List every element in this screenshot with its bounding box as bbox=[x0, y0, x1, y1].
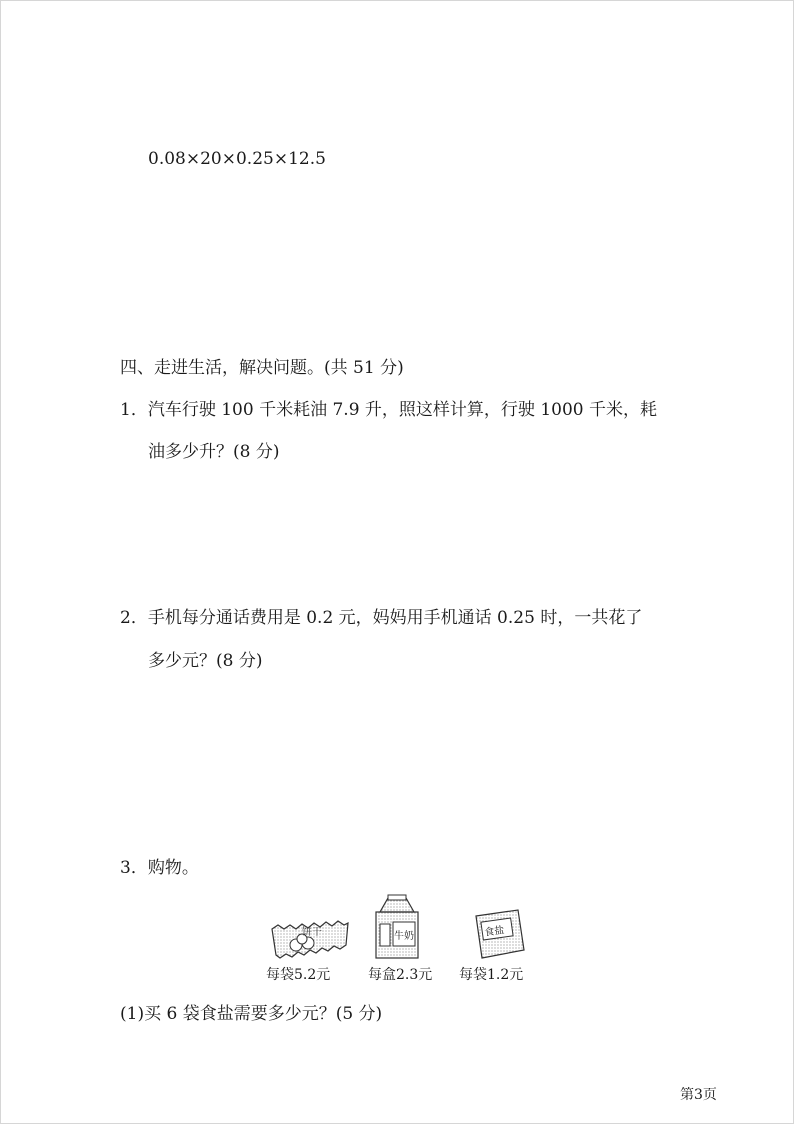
question-3-title: 3．购物。 bbox=[120, 858, 199, 878]
biscuit-price-label: 每袋5.2元 bbox=[266, 967, 331, 983]
milk-package-label: 牛奶 bbox=[394, 931, 414, 942]
page-number: 第3页 bbox=[680, 1087, 717, 1103]
salt-price-label: 每袋1.2元 bbox=[459, 967, 524, 983]
biscuit-package-label: 饼干 bbox=[302, 927, 322, 938]
milk-carton-icon bbox=[372, 894, 422, 960]
question-1-line-2: 油多少升？(8 分) bbox=[148, 442, 280, 462]
question-1-line-1: 1．汽车行驶 100 千米耗油 7.9 升，照这样计算，行驶 1000 千米，耗 bbox=[120, 400, 657, 420]
question-3-sub-1: (1)买 6 袋食盐需要多少元？(5 分) bbox=[120, 1004, 383, 1024]
question-2-line-1: 2．手机每分通话费用是 0.2 元，妈妈用手机通话 0.25 时，一共花了 bbox=[120, 608, 643, 628]
biscuit-pack-icon bbox=[268, 915, 352, 961]
section-title: 四、走进生活，解决问题。(共 51 分) bbox=[120, 358, 404, 378]
milk-price-label: 每盒2.3元 bbox=[368, 967, 433, 983]
salt-package-label: 食盐 bbox=[483, 925, 506, 939]
calculation-expression: 0.08×20×0.25×12.5 bbox=[148, 149, 326, 169]
question-2-line-2: 多少元？(8 分) bbox=[148, 651, 263, 671]
salt-bag-icon bbox=[470, 908, 528, 960]
